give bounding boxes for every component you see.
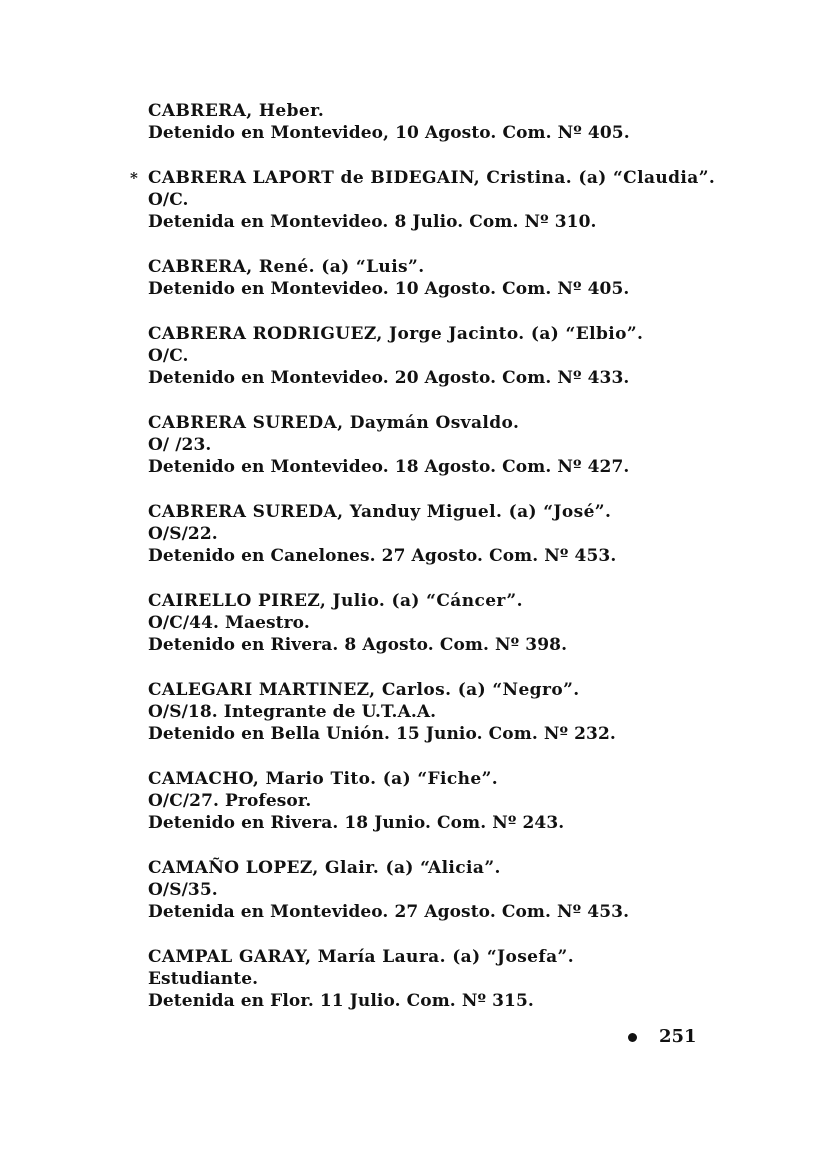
entry-detail: O/C. (148, 190, 189, 210)
page-number: 251 (659, 1026, 697, 1047)
bullet-icon (628, 1033, 637, 1042)
list-item (148, 946, 748, 1012)
list-item (130, 167, 748, 233)
entry-name: CAMAÑO LOPEZ, Glair. (a) “Alicia”. (148, 858, 501, 878)
entry-detail: O/C. (148, 346, 189, 366)
list-item (148, 100, 748, 144)
entry-detail: Detenido en Rivera. 18 Junio. Com. Nº 243. (148, 813, 565, 833)
list-item (148, 256, 748, 300)
entry-name: CABRERA, René. (a) “Luis”. (148, 257, 425, 277)
entry-name: CABRERA LAPORT de BIDEGAIN, Cristina. (a) “Claudia”. (148, 168, 716, 188)
list-item (148, 412, 748, 478)
entry-name: CALEGARI MARTINEZ, Carlos. (a) “Negro”. (148, 680, 580, 700)
entry-detail: O/S/18. Integrante de U.T.A.A. (148, 702, 437, 722)
entry-detail: O/C/44. Maestro. (148, 613, 310, 633)
asterisk-marker: * (130, 169, 138, 187)
entry-name: CABRERA RODRIGUEZ, Jorge Jacinto. (a) “Elbio”. (148, 324, 644, 344)
list-item (148, 768, 748, 834)
list-item (148, 857, 748, 923)
entry-detail: Estudiante. (148, 969, 259, 989)
entry-name: CABRERA SUREDA, Yanduy Miguel. (a) “José”. (148, 502, 612, 522)
entry-list (130, 100, 748, 1035)
list-item (148, 679, 748, 745)
entry-detail: O/ /23. (148, 435, 212, 455)
entry-detail: O/S/35. (148, 880, 218, 900)
page-footer (628, 1026, 697, 1048)
entry-detail: Detenido en Montevideo. 20 Agosto. Com. Nº 433. (148, 368, 630, 388)
entry-name: CAIRELLO PIREZ, Julio. (a) “Cáncer”. (148, 591, 523, 611)
entry-detail: Detenida en Montevideo. 8 Julio. Com. Nº 310. (148, 212, 597, 232)
entry-detail: Detenida en Montevideo. 27 Agosto. Com. Nº 453. (148, 902, 630, 922)
entry-detail: Detenida en Flor. 11 Julio. Com. Nº 315. (148, 991, 534, 1011)
entry-name: CAMACHO, Mario Tito. (a) “Fiche”. (148, 769, 499, 789)
entry-detail: Detenido en Montevideo. 18 Agosto. Com. Nº 427. (148, 457, 630, 477)
entry-detail: Detenido en Canelones. 27 Agosto. Com. Nº 453. (148, 546, 617, 566)
list-item (148, 323, 748, 389)
entry-name: CAMPAL GARAY, María Laura. (a) “Josefa”. (148, 947, 575, 967)
entry-detail: Detenido en Montevideo, 10 Agosto. Com. Nº 405. (148, 123, 630, 143)
entry-detail: Detenido en Montevideo. 10 Agosto. Com. Nº 405. (148, 279, 630, 299)
entry-name: CABRERA SUREDA, Daymán Osvaldo. (148, 413, 520, 433)
entry-detail: O/C/27. Profesor. (148, 791, 312, 811)
entry-detail: Detenido en Bella Unión. 15 Junio. Com. Nº 232. (148, 724, 616, 744)
list-item (148, 590, 748, 656)
entry-name: CABRERA, Heber. (148, 101, 325, 121)
entry-detail: Detenido en Rivera. 8 Agosto. Com. Nº 398. (148, 635, 568, 655)
list-item (148, 501, 748, 567)
entry-detail: O/S/22. (148, 524, 218, 544)
